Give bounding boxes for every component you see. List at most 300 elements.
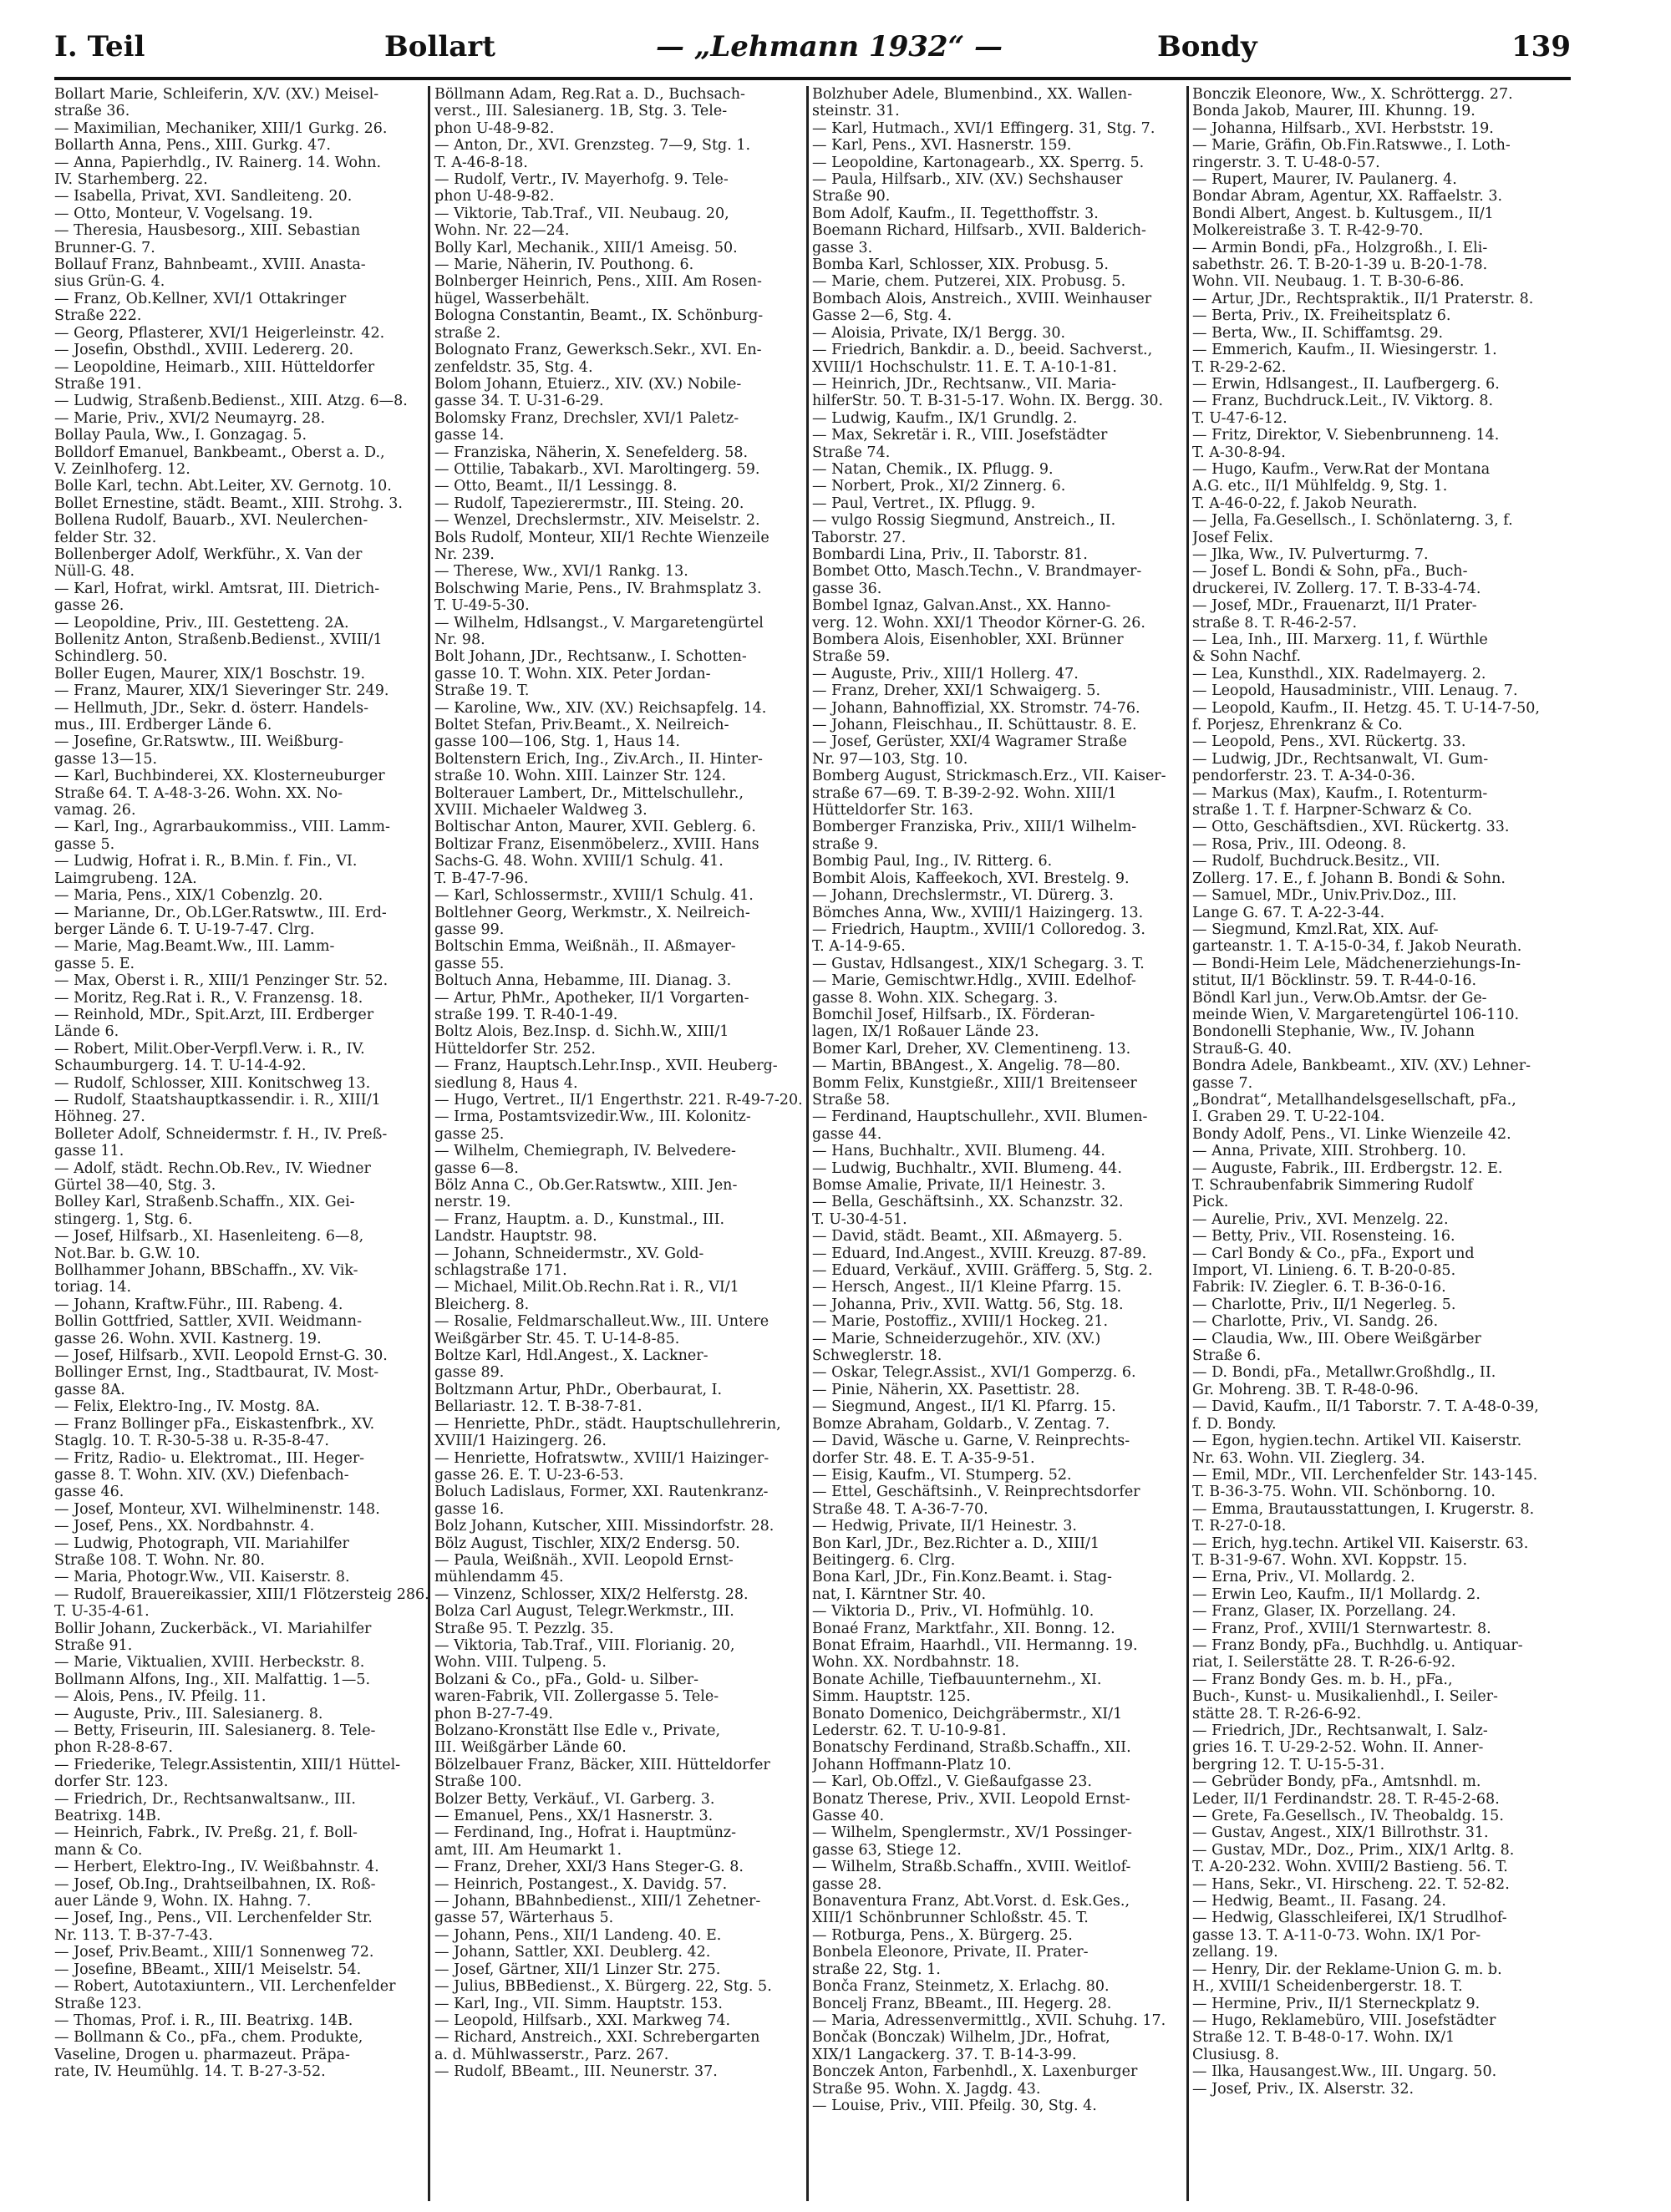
- directory-entry-line: Boltz Alois, Bez.Insp. d. Sichh.W., XIII/1: [434, 1023, 729, 1041]
- directory-entry-line: — Armin Bondi, pFa., Holzgroßh., I. Eli-: [1192, 239, 1488, 256]
- directory-entry-line: — Josef, Hilfsarb., XVII. Leopold Ernst-G. 30.: [54, 1347, 388, 1365]
- directory-entry-line: — Maria, Pens., XIX/1 Cobenzlg. 20.: [54, 887, 323, 905]
- directory-entry-line: — Berta, Priv., IX. Freiheitsplatz 6.: [1192, 307, 1451, 325]
- directory-entry-line: gasse 46.: [54, 1484, 124, 1501]
- directory-entry-line: — Franz, Hauptsch.Lehr.Insp., XVII. Heuberg-: [434, 1058, 778, 1075]
- directory-entry-line: waren-Fabrik, VII. Zollergasse 5. Tele-: [434, 1688, 719, 1706]
- directory-entry-line: Gasse 40.: [812, 1808, 885, 1825]
- directory-entry-line: Gürtel 38—40, Stg. 3.: [54, 1177, 216, 1194]
- directory-entry-line: Boltuch Anna, Hebamme, III. Dianag. 3.: [434, 972, 732, 990]
- directory-entry-line: straße 22, Stg. 1.: [812, 1961, 941, 1978]
- directory-entry-line: — Leopold, Kaufm., II. Hetzg. 45. T. U-14-7-50,: [1192, 699, 1540, 717]
- directory-entry-line: meinde Wien, V. Margaretengürtel 106-110.: [1192, 1006, 1520, 1023]
- directory-entry-line: — Samuel, MDr., Univ.Priv.Doz., III.: [1192, 887, 1457, 905]
- directory-entry-line: — Friedrich, Bankdir. a. D., beeid. Sachverst.,: [812, 342, 1153, 359]
- directory-entry-line: steinstr. 31.: [812, 103, 900, 120]
- directory-entry-line: — Wilhelm, Hdlsangst., V. Margaretengürtel: [434, 614, 764, 632]
- directory-entry-line: T. B-31-9-67. Wohn. XVI. Koppstr. 15.: [1192, 1551, 1468, 1569]
- directory-entry-line: — Emanuel, Pens., XX/1 Hasnerstr. 3.: [434, 1808, 714, 1825]
- directory-entry-line: gasse 26. E. T. U-23-6-53.: [434, 1466, 624, 1484]
- directory-entry-line: mus., III. Erdberger Lände 6.: [54, 717, 272, 734]
- directory-entry-line: gasse 99.: [434, 921, 505, 938]
- directory-entry-line: — Marie, Priv., XVI/2 Neumayrg. 28.: [54, 409, 326, 427]
- header-rule: [54, 77, 1571, 80]
- directory-entry-line: — Franziska, Näherin, X. Senefelderg. 58.: [434, 444, 749, 461]
- directory-entry-line: gasse 25.: [434, 1125, 505, 1143]
- directory-entry-line: — Josefine, Gr.Ratswtw., III. Weißburg-: [54, 733, 344, 751]
- directory-entry-line: Beatrixg. 14B.: [54, 1808, 161, 1825]
- directory-entry-line: phon B-27-7-49.: [434, 1705, 553, 1722]
- directory-entry-line: T. U-49-5-30.: [434, 597, 530, 615]
- directory-entry-line: Boluch Ladislaus, Former, XXI. Rautenkranz-: [434, 1484, 769, 1501]
- directory-entry-line: Bollir Johann, Zuckerbäck., VI. Mariahilfer: [54, 1620, 372, 1637]
- directory-entry-line: Bomse Amalie, Private, II/1 Heinestr. 3.: [812, 1177, 1106, 1194]
- directory-entry-line: — Franz Bollinger pFa., Eiskastenfbrk., XV.: [54, 1415, 375, 1433]
- directory-entry-line: — Franz, Ob.Kellner, XVI/1 Ottakringer: [54, 290, 347, 307]
- directory-entry-line: Bomberger Franziska, Priv., XIII/1 Wilhelm-: [812, 819, 1137, 836]
- directory-entry-line: straße 8. T. R-46-2-57.: [1192, 614, 1358, 632]
- directory-entry-line: gasse 8. Wohn. XIX. Schegarg. 3.: [812, 989, 1059, 1007]
- directory-entry-line: — Emmerich, Kaufm., II. Wiesingerstr. 1.: [1192, 342, 1497, 359]
- directory-entry-line: Bolschwing Marie, Pens., IV. Brahmsplatz 3.: [434, 580, 762, 597]
- directory-entry-line: — Otto, Geschäftsdien., XVI. Rückertg. 33.: [1192, 819, 1510, 836]
- directory-entry-line: IV. Starhemberg. 22.: [54, 171, 208, 189]
- directory-entry-line: — Ludwig, Kaufm., IX/1 Grundlg. 2.: [812, 409, 1078, 427]
- directory-entry-line: — Josef, Gerüster, XXI/4 Wagramer Straße: [812, 733, 1127, 751]
- directory-entry-line: gasse 11.: [54, 1143, 124, 1160]
- directory-entry-line: Straße 222.: [54, 307, 142, 325]
- directory-entry-line: Johann Hoffmann-Platz 10.: [812, 1756, 1012, 1773]
- directory-entry-line: siedlung 8, Haus 4.: [434, 1074, 578, 1092]
- directory-entry-line: Bonatschy Ferdinand, Straßb.Schaffn., XII.: [812, 1739, 1131, 1757]
- section-label: I. Teil: [54, 30, 145, 63]
- directory-entry-line: — Eduard, Verkäuf., XVIII. Gräfferg. 5, Stg. 2.: [812, 1262, 1153, 1280]
- directory-entry-line: Bonat Efraim, Haarhdl., VII. Hermanng. 19.: [812, 1636, 1138, 1654]
- directory-entry-line: — Eisig, Kaufm., VI. Stumperg. 52.: [812, 1466, 1072, 1484]
- directory-entry-line: — Oskar, Telegr.Assist., XVI/1 Gomperzg. 6.: [812, 1364, 1136, 1382]
- directory-entry-line: verg. 12. Wohn. XXI/1 Theodor Körner-G. 26.: [812, 614, 1145, 632]
- directory-entry-line: Bonate Achille, Tiefbauunternehm., XI.: [812, 1671, 1102, 1688]
- directory-entry-line: — Berta, Ww., II. Schiffamtsg. 29.: [1192, 324, 1444, 342]
- directory-entry-line: phon R-28-8-67.: [54, 1739, 173, 1757]
- directory-entry-line: — Artur, PhMr., Apotheker, II/1 Vorgarten-: [434, 989, 749, 1007]
- directory-entry-line: — Herbert, Elektro-Ing., IV. Weißbahnstr. 4.: [54, 1859, 379, 1876]
- directory-entry-line: — Erwin, Hdlsangest., II. Laufbergerg. 6.: [1192, 375, 1500, 393]
- directory-entry-line: Boltizar Franz, Eisenmöbelerz., XVIII. Hans: [434, 835, 759, 853]
- directory-entry-line: Straße 6.: [1192, 1347, 1262, 1365]
- directory-entry-line: Straße 108. T. Wohn. Nr. 80.: [54, 1551, 265, 1569]
- directory-entry-line: Bollet Ernestine, städt. Beamt., XIII. Strohg. 3.: [54, 495, 403, 512]
- directory-entry-line: — Isabella, Privat, XVI. Sandleiteng. 20.: [54, 188, 353, 205]
- directory-entry-line: — Otto, Monteur, V. Vogelsang. 19.: [54, 205, 313, 222]
- directory-entry-line: Bölzelbauer Franz, Bäcker, XIII. Hütteldorfer: [434, 1756, 770, 1773]
- directory-entry-line: — Marie, Näherin, IV. Pouthong. 6.: [434, 256, 694, 274]
- directory-entry-line: — Egon, hygien.techn. Artikel VII. Kaiserstr.: [1192, 1433, 1522, 1450]
- directory-entry-line: Josef Felix.: [1192, 529, 1274, 546]
- directory-entry-line: T. A-46-0-22, f. Jakob Neurath.: [1192, 495, 1418, 512]
- directory-entry-line: — Gebrüder Bondy, pFa., Amtsnhdl. m.: [1192, 1773, 1481, 1791]
- directory-entry-line: XVIII. Michaeler Waldweg 3.: [434, 802, 648, 819]
- directory-entry-line: Bonatz Therese, Priv., XVII. Leopold Ernst-: [812, 1790, 1130, 1808]
- directory-entry-line: straße 10. Wohn. XIII. Lainzer Str. 124.: [434, 768, 727, 785]
- directory-entry-line: Bonda Jakob, Maurer, III. Khunng. 19.: [1192, 103, 1475, 120]
- directory-entry-line: straße 1. T. f. Harpner-Schwarz & Co.: [1192, 802, 1472, 819]
- directory-entry-line: stingerg. 1, Stg. 6.: [54, 1210, 193, 1228]
- directory-entry-line: toriag. 14.: [54, 1279, 132, 1296]
- directory-entry-line: — Paula, Hilfsarb., XIV. (XV.) Sechshauser: [812, 171, 1123, 189]
- directory-entry-line: — Franz, Dreher, XXI/3 Hans Steger-G. 8.: [434, 1859, 744, 1876]
- directory-entry-line: nat, I. Kärntner Str. 40.: [812, 1585, 987, 1603]
- directory-entry-line: Boemann Richard, Hilfsarb., XVII. Balderich-: [812, 222, 1146, 240]
- directory-entry-line: — Viktorie, Tab.Traf., VII. Neubaug. 20,: [434, 205, 729, 222]
- directory-entry-line: — Karl, Ob.Offzl., V. Gießaufgasse 23.: [812, 1773, 1092, 1791]
- directory-entry-line: — Josefin, Obsthdl., XVIII. Ledererg. 20.: [54, 342, 354, 359]
- directory-entry-line: — Claudia, Ww., III. Obere Weißgärber: [1192, 1330, 1481, 1347]
- directory-entry-line: Bonczek Anton, Farbenhdl., X. Laxenburger: [812, 2063, 1138, 2081]
- last-entry-keyword: Bondy: [1157, 30, 1257, 63]
- directory-entry-line: Bolomsky Franz, Drechsler, XVI/1 Paletz-: [434, 409, 739, 427]
- directory-entry-line: — Johanna, Priv., XVII. Wattg. 56, Stg. 18.: [812, 1296, 1124, 1313]
- directory-entry-line: Straße 91.: [54, 1636, 133, 1654]
- directory-entry-line: Schaumburgerg. 14. T. U-14-4-92.: [54, 1058, 307, 1075]
- directory-entry-line: — Henry, Dir. der Reklame-Union G. m. b.: [1192, 1961, 1502, 1978]
- directory-entry-line: — Josef L. Bondi & Sohn, pFa., Buch-: [1192, 563, 1468, 581]
- directory-entry-line: Lederstr. 62. T. U-10-9-81.: [812, 1722, 1007, 1739]
- directory-entry-line: Brunner-G. 7.: [54, 239, 155, 256]
- directory-entry-line: Leder, II/1 Ferdinandstr. 28. T. R-45-2-68.: [1192, 1790, 1500, 1808]
- directory-entry-line: — Gustav, Hdlsangest., XIX/1 Schegarg. 3. T.: [812, 955, 1145, 972]
- directory-entry-line: Bolzano-Kronstätt Ilse Edle v., Private,: [434, 1722, 721, 1739]
- directory-entry-line: — Adolf, städt. Rechn.Ob.Rev., IV. Wiedner: [54, 1159, 371, 1177]
- directory-entry-line: — Ottilie, Tabakarb., XVI. Maroltingerg. 59.: [434, 460, 760, 478]
- directory-entry-line: — Heinrich, Fabrk., IV. Preßg. 21, f. Boll-: [54, 1824, 358, 1842]
- directory-entry-line: — Carl Bondy & Co., pFa., Export und: [1192, 1245, 1475, 1262]
- directory-entry-line: lagen, IX/1 Roßauer Lände 23.: [812, 1023, 1039, 1041]
- directory-entry-line: Straße 12. T. B-48-0-17. Wohn. IX/1: [1192, 2029, 1455, 2047]
- directory-entry-line: gasse 16.: [434, 1500, 505, 1518]
- directory-entry-line: — Wilhelm, Chemiegraph, IV. Belvedere-: [434, 1143, 736, 1160]
- directory-entry-line: — Grete, Fa.Gesellsch., IV. Theobaldg. 15.: [1192, 1808, 1504, 1825]
- directory-entry-line: — Bella, Geschäftsinh., XX. Schanzstr. 32.: [812, 1194, 1124, 1211]
- directory-entry-line: — Siegmund, Kmzl.Rat, XIX. Auf-: [1192, 921, 1439, 938]
- directory-entry-line: T. R-27-0-18.: [1192, 1518, 1287, 1535]
- directory-entry-line: Bollmann Alfons, Ing., XII. Malfattig. 1—5.: [54, 1671, 371, 1688]
- directory-entry-line: — Leopold, Hilfsarb., XXI. Markweg 74.: [434, 2012, 731, 2029]
- directory-entry-line: — Paula, Weißnäh., XVII. Leopold Ernst-: [434, 1551, 734, 1569]
- directory-entry-line: gasse 8A.: [54, 1381, 125, 1398]
- directory-entry-line: — Rudolf, Vertr., IV. Mayerhofg. 9. Tele-: [434, 171, 729, 189]
- directory-entry-line: ringerstr. 3. T. U-48-0-57.: [1192, 154, 1380, 171]
- directory-entry-line: — Karl, Ing., Agrarbaukommiss., VIII. Lamm-: [54, 819, 390, 836]
- directory-entry-line: — Robert, Milit.Ober-Verpfl.Verw. i. R., IV.: [54, 1040, 365, 1058]
- directory-entry-line: — Josef, Pens., XX. Nordbahnstr. 4.: [54, 1518, 315, 1535]
- directory-entry-line: straße 9.: [812, 835, 879, 853]
- directory-entry-line: — Fritz, Radio- u. Elektromat., III. Heger-: [54, 1449, 365, 1467]
- directory-entry-line: Taborstr. 27.: [812, 529, 907, 546]
- directory-entry-line: Bonato Domenico, Deichgräbermstr., XI/1: [812, 1705, 1123, 1722]
- directory-entry-line: phon U-48-9-82.: [434, 188, 555, 205]
- directory-entry-line: — Siegmund, Angest., II/1 Kl. Pfarrg. 15.: [812, 1398, 1116, 1416]
- directory-entry-line: — Marie, Gemischtwr.Hdlg., XVIII. Edelhof-: [812, 972, 1136, 990]
- directory-entry-line: — Marie, Viktualien, XVIII. Herbeckstr. 8.: [54, 1654, 365, 1672]
- directory-entry-line: — Bollmann & Co., pFa., chem. Produkte,: [54, 2029, 363, 2047]
- directory-entry-line: — Leopoldine, Heimarb., XIII. Hütteldorfer: [54, 358, 375, 376]
- directory-entry-line: — Jella, Fa.Gesellsch., I. Schönlaterng. 3, f.: [1192, 512, 1513, 530]
- directory-entry-line: stätte 28. T. R-26-6-92.: [1192, 1705, 1362, 1722]
- directory-entry-line: — Irma, Postamtsvizedir.Ww., III. Kolonitz-: [434, 1109, 751, 1126]
- directory-entry-line: — Hugo, Reklamebüro, VIII. Josefstädter: [1192, 2012, 1496, 2029]
- directory-entry-line: Bolognato Franz, Gewerksch.Sekr., XVI. En-: [434, 342, 762, 359]
- directory-entry-line: Lände 6.: [54, 1023, 119, 1041]
- directory-entry-line: Bolt Johann, JDr., Rechtsanw., I. Schotten-: [434, 648, 747, 666]
- directory-entry-line: gasse 10. T. Wohn. XIX. Peter Jordan-: [434, 665, 711, 682]
- directory-entry-line: Straße 123.: [54, 1995, 142, 2012]
- directory-entry-line: — David, städt. Beamt., XII. Aßmayerg. 5.: [812, 1228, 1123, 1246]
- directory-entry-line: — Johann, Kraftw.Führ., III. Rabeng. 4.: [54, 1296, 343, 1313]
- directory-entry-line: — Josef, Ob.Ing., Drahtseilbahnen, IX. Roß-: [54, 1875, 376, 1893]
- directory-entry-line: — Markus (Max), Kaufm., I. Rotenturm-: [1192, 784, 1488, 802]
- directory-entry-line: — Josefine, BBeamt., XIII/1 Meiselstr. 54.: [54, 1961, 362, 1978]
- directory-entry-line: Beitingerg. 6. Clrg.: [812, 1551, 956, 1569]
- directory-entry-line: — Natan, Chemik., IX. Pflugg. 9.: [812, 460, 1054, 478]
- directory-entry-line: — Erna, Priv., VI. Mollardg. 2.: [1192, 1569, 1415, 1586]
- directory-entry-line: — Johann, Bahnoffizial, XX. Stromstr. 74-76.: [812, 699, 1140, 717]
- directory-entry-line: Bolldorf Emanuel, Bankbeamt., Oberst a. D.,: [54, 444, 385, 461]
- directory-entry-line: — Josef, Monteur, XVI. Wilhelminenstr. 148.: [54, 1500, 380, 1518]
- directory-entry-line: Straße 64. T. A-48-3-26. Wohn. XX. No-: [54, 784, 343, 802]
- directory-entry-line: Bonbela Eleonore, Private, II. Prater-: [812, 1944, 1089, 1961]
- directory-entry-line: Bollay Paula, Ww., I. Gonzagag. 5.: [54, 427, 307, 444]
- directory-entry-line: — Marie, Gräfin, Ob.Fin.Ratswwe., I. Loth-: [1192, 137, 1511, 155]
- directory-entry-line: Bomba Karl, Schlosser, XIX. Probusg. 5.: [812, 256, 1109, 274]
- directory-entry-line: — Gustav, Angest., XIX/1 Billrothstr. 31.: [1192, 1824, 1489, 1842]
- directory-entry-line: amt, III. Am Heumarkt 1.: [434, 1841, 622, 1859]
- directory-entry-line: Bolleter Adolf, Schneidermstr. f. H., IV. Preß-: [54, 1125, 388, 1143]
- directory-entry-line: Straße 19. T.: [434, 682, 530, 700]
- directory-entry-line: Landstr. Hauptstr. 98.: [434, 1228, 597, 1246]
- directory-entry-line: — Anna, Papierhdlg., IV. Rainerg. 14. Wohn.: [54, 154, 382, 171]
- directory-entry-line: Bollenitz Anton, Straßenb.Bedienst., XVIII/1: [54, 632, 383, 648]
- directory-entry-line: Bölz August, Tischler, XIX/2 Endersg. 50.: [434, 1535, 740, 1552]
- directory-entry-line: gasse 28.: [812, 1875, 882, 1893]
- directory-entry-line: Bollenberger Adolf, Werkführ., X. Van der: [54, 545, 363, 563]
- directory-entry-line: Bondy Adolf, Pens., VI. Linke Wienzeile 42.: [1192, 1125, 1511, 1143]
- directory-entry-line: — Josef, Priv., IX. Alserstr. 32.: [1192, 2080, 1415, 2098]
- directory-entry-line: — Rudolf, Tapezierermstr., III. Steing. 20.: [434, 495, 744, 512]
- directory-entry-line: Laimgrubeng. 12A.: [54, 870, 197, 887]
- directory-entry-line: bergring 12. T. U-15-5-31.: [1192, 1756, 1385, 1773]
- directory-entry-line: — Fritz, Direktor, V. Siebenbrunneng. 14.: [1192, 427, 1500, 444]
- directory-entry-line: — Felix, Elektro-Ing., IV. Mostg. 8A.: [54, 1398, 320, 1416]
- directory-entry-line: garteanstr. 1. T. A-15-0-34, f. Jakob Neurath.: [1192, 938, 1522, 956]
- directory-entry-line: — Johann, Sattler, XXI. Deublerg. 42.: [434, 1944, 711, 1961]
- directory-entry-line: — Hellmuth, JDr., Sekr. d. österr. Handels-: [54, 699, 369, 717]
- directory-entry-line: Boller Eugen, Maurer, XIX/1 Boschstr. 19.: [54, 665, 366, 682]
- directory-entry-line: — Franz Bondy Ges. m. b. H., pFa.,: [1192, 1671, 1453, 1688]
- directory-entry-line: Bombach Alois, Anstreich., XVIII. Weinhauser: [812, 290, 1152, 307]
- directory-entry-line: Bombardi Lina, Priv., II. Taborstr. 81.: [812, 545, 1088, 563]
- first-entry-keyword: Bollart: [384, 30, 495, 63]
- directory-entry-line: — Ferdinand, Ing., Hofrat i. Hauptmünz-: [434, 1824, 737, 1842]
- directory-entry-line: — Karl, Pens., XVI. Hasnerstr. 159.: [812, 137, 1072, 155]
- directory-entry-line: T. A-46-8-18.: [434, 154, 528, 171]
- directory-entry-line: — Anna, Private, XIII. Strohberg. 10.: [1192, 1143, 1466, 1160]
- directory-entry-line: — Betty, Friseurin, III. Salesianerg. 8. Tele-: [54, 1722, 376, 1739]
- directory-entry-line: Sachs-G. 48. Wohn. XVIII/1 Schulg. 41.: [434, 853, 724, 870]
- directory-entry-line: — Charlotte, Priv., II/1 Negerleg. 5.: [1192, 1296, 1456, 1313]
- directory-entry-line: Bončak (Bonczak) Wilhelm, JDr., Hofrat,: [812, 2029, 1110, 2047]
- directory-entry-line: Hütteldorfer Str. 252.: [434, 1040, 596, 1058]
- page-number: 139: [1511, 30, 1571, 63]
- directory-entry-line: T. A-30-8-94.: [1192, 444, 1286, 461]
- directory-entry-line: — Aurelie, Priv., XVI. Menzelg. 22.: [1192, 1210, 1449, 1228]
- directory-entry-line: Bombet Otto, Masch.Techn., V. Brandmayer-: [812, 563, 1142, 581]
- directory-entry-line: — Marie, chem. Putzerei, XIX. Probusg. 5.: [812, 273, 1126, 291]
- directory-entry-line: — Rudolf, BBeamt., III. Neunerstr. 37.: [434, 2063, 718, 2081]
- directory-entry-line: Bolz Johann, Kutscher, XIII. Missindorfstr. 28.: [434, 1518, 775, 1535]
- directory-entry-line: A.G. etc., II/1 Mühlfeldg. 9, Stg. 1.: [1192, 478, 1448, 495]
- directory-entry-line: Vaseline, Drogen u. pharmazeut. Präpa-: [54, 2046, 350, 2063]
- directory-entry-line: auer Lände 9, Wohn. IX. Hahng. 7.: [54, 1893, 312, 1910]
- page-header: [54, 23, 1571, 82]
- directory-entry-line: berger Lände 6. T. U-19-7-47. Clrg.: [54, 921, 315, 938]
- directory-entry-line: — Ilka, Hausangest.Ww., III. Ungarg. 50.: [1192, 2063, 1497, 2081]
- directory-entry-line: Bollena Rudolf, Bauarb., XVI. Neulerchen-: [54, 512, 368, 530]
- directory-entry-line: gasse 44.: [812, 1125, 882, 1143]
- directory-entry-line: — Marianne, Dr., Ob.LGer.Ratswtw., III. Erd-: [54, 904, 387, 921]
- directory-entry-line: Boltze Karl, Hdl.Angest., X. Lackner-: [434, 1347, 709, 1365]
- directory-entry-line: Straße 95. T. Pezzlg. 35.: [434, 1620, 614, 1637]
- directory-entry-line: Nr. 97—103, Stg. 10.: [812, 750, 968, 768]
- directory-entry-line: — Josef, MDr., Frauenarzt, II/1 Prater-: [1192, 597, 1477, 615]
- directory-entry-line: — Johann, BBahnbedienst., XIII/1 Zehetner-: [434, 1893, 761, 1910]
- directory-entry-line: — Wilhelm, Straßb.Schaffn., XVIII. Weitlof-: [812, 1859, 1131, 1876]
- directory-entry-line: — Ferdinand, Hauptschullehr., XVII. Blumen-: [812, 1109, 1148, 1126]
- directory-entry-line: — Rotburga, Pens., X. Bürgerg. 25.: [812, 1926, 1073, 1944]
- directory-entry-line: rate, IV. Heumühlg. 14. T. B-27-3-52.: [54, 2063, 326, 2081]
- directory-entry-line: gasse 14.: [434, 427, 505, 444]
- directory-entry-line: straße 199. T. R-40-1-49.: [434, 1006, 618, 1023]
- directory-entry-line: gasse 26. Wohn. XVII. Kastnerg. 19.: [54, 1330, 322, 1347]
- directory-entry-line: — Wilhelm, Spenglermstr., XV/1 Possinger-: [812, 1824, 1132, 1842]
- directory-entry-line: Bombera Alois, Eisenhobler, XXI. Brünner: [812, 632, 1124, 648]
- directory-entry-line: gasse 26.: [54, 597, 124, 615]
- directory-entry-line: — Hermine, Priv., II/1 Sterneckplatz 9.: [1192, 1995, 1481, 2012]
- directory-entry-line: — Henriette, Hofratswtw., XVIII/1 Haizinger-: [434, 1449, 769, 1467]
- directory-entry-line: Bondra Adele, Bankbeamt., XIV. (XV.) Lehner-: [1192, 1058, 1531, 1075]
- directory-entry-line: dorfer Str. 48. E. T. A-35-9-51.: [812, 1449, 1035, 1467]
- directory-entry-line: — Hans, Sekr., VI. Hirscheng. 22. T. 52-82.: [1192, 1875, 1510, 1893]
- directory-entry-line: — Erich, hyg.techn. Artikel VII. Kaiserstr. 63.: [1192, 1535, 1529, 1552]
- directory-entry-line: Bolzhuber Adele, Blumenbind., XX. Wallen-: [812, 86, 1133, 103]
- directory-entry-line: — Friedrich, JDr., Rechtsanwalt, I. Salz-: [1192, 1722, 1488, 1739]
- directory-entry-line: — Vinzenz, Schlosser, XIX/2 Helferstg. 28.: [434, 1585, 749, 1603]
- directory-entry-line: — Heinrich, JDr., Rechtsanw., VII. Maria-: [812, 375, 1117, 393]
- directory-entry-line: hügel, Wasserbehält.: [434, 290, 590, 307]
- directory-entry-line: — Emma, Brautausstattungen, I. Krugerstr. 8.: [1192, 1500, 1535, 1518]
- directory-entry-line: Nr. 113. T. B-37-7-43.: [54, 1926, 213, 1944]
- directory-entry-line: — Max, Sekretär i. R., VIII. Josefstädter: [812, 427, 1108, 444]
- directory-entry-line: straße 67—69. T. B-39-2-92. Wohn. XIII/1: [812, 784, 1117, 802]
- directory-entry-line: f. D. Bondy.: [1192, 1415, 1277, 1433]
- directory-entry-line: Höhneg. 27.: [54, 1109, 145, 1126]
- directory-entry-line: gasse 3.: [812, 239, 873, 256]
- directory-entry-line: stitut, II/1 Böcklinstr. 59. T. R-44-0-16.: [1192, 972, 1477, 990]
- directory-entry-line: — Leopold, Hausadministr., VIII. Lenaug. 7.: [1192, 682, 1518, 700]
- directory-entry-line: Bollart Marie, Schleiferin, X/V. (XV.) Meisel-: [54, 86, 379, 103]
- directory-entry-line: gasse 6—8.: [434, 1159, 519, 1177]
- directory-entry-line: — Robert, Autotaxiuntern., VII. Lerchenfelder: [54, 1978, 396, 1996]
- directory-entry-line: gasse 13—15.: [54, 750, 158, 768]
- directory-entry-line: Bolly Karl, Mechanik., XIII/1 Ameisg. 50.: [434, 239, 738, 256]
- directory-entry-line: Straße 74.: [812, 444, 891, 461]
- directory-entry-line: Bomchil Josef, Hilfsarb., IX. Förderan-: [812, 1006, 1095, 1023]
- directory-entry-line: — Franz, Glaser, IX. Porzellang. 24.: [1192, 1603, 1456, 1621]
- directory-entry-line: — Maria, Photogr.Ww., VII. Kaiserstr. 8.: [54, 1569, 350, 1586]
- directory-entry-line: Bollauf Franz, Bahnbeamt., XVIII. Anasta-: [54, 256, 366, 274]
- directory-entry-line: Bols Rudolf, Monteur, XII/1 Rechte Wienzeile: [434, 529, 769, 546]
- directory-entry-line: Bona Karl, JDr., Fin.Konz.Beamt. i. Stag-: [812, 1569, 1112, 1586]
- directory-entry-line: Bonaé Franz, Marktfahr., XII. Bonng. 12.: [812, 1620, 1115, 1637]
- directory-entry-line: Wohn. VII. Neubaug. 1. T. B-30-6-86.: [1192, 273, 1465, 291]
- directory-entry-line: Schweglerstr. 18.: [812, 1347, 942, 1365]
- directory-entry-line: Pick.: [1192, 1194, 1229, 1211]
- directory-entry-line: — Karl, Buchbinderei, XX. Klosterneuburger: [54, 768, 385, 785]
- directory-entry-line: — Johann, Fleischhau., II. Schüttaustr. 8. E.: [812, 717, 1137, 734]
- directory-entry-line: — Ettel, Geschäftsinh., V. Reinprechtsdorfer: [812, 1484, 1140, 1501]
- directory-entry-line: — Auguste, Fabrik., III. Erdbergstr. 12. E.: [1192, 1159, 1503, 1177]
- directory-entry-line: — Karl, Schlossermstr., XVIII/1 Schulg. 41.: [434, 887, 754, 905]
- directory-entry-line: — Friederike, Telegr.Assistentin, XIII/1 Hüttel-: [54, 1756, 401, 1773]
- directory-entry-line: Simm. Hauptstr. 125.: [812, 1688, 971, 1706]
- directory-entry-line: — Ludwig, JDr., Rechtsanwalt, VI. Gum-: [1192, 750, 1489, 768]
- directory-entry-line: — David, Kaufm., II/1 Taborstr. 7. T. A-48-0-39,: [1192, 1398, 1539, 1416]
- directory-entry-line: — Auguste, Priv., III. Salesianerg. 8.: [54, 1705, 323, 1722]
- directory-entry-line: — Leopoldine, Priv., III. Gestetteng. 2A.: [54, 614, 349, 632]
- directory-entry-line: Zollerg. 17. E., f. Johann B. Bondi & Sohn.: [1192, 870, 1506, 887]
- directory-entry-line: — D. Bondi, pFa., Metallwr.Großhdlg., II.: [1192, 1364, 1496, 1382]
- directory-entry-line: — Charlotte, Priv., VI. Sandg. 26.: [1192, 1313, 1439, 1331]
- directory-entry-line: — Aloisia, Private, IX/1 Bergg. 30.: [812, 324, 1066, 342]
- directory-entry-line: Clusiusg. 8.: [1192, 2046, 1280, 2063]
- directory-entry-line: — David, Wäsche u. Garne, V. Reinprechts-: [812, 1433, 1130, 1450]
- directory-entry-line: — Hersch, Angest., II/1 Kleine Pfarrg. 15.: [812, 1279, 1122, 1296]
- directory-entry-line: & Sohn Nachf.: [1192, 648, 1302, 666]
- directory-entry-line: H., XVIII/1 Scheidenbergerstr. 18. T.: [1192, 1978, 1463, 1996]
- directory-entry-line: T. U-47-6-12.: [1192, 409, 1288, 427]
- directory-entry-line: — Betty, Priv., VII. Rosensteing. 16.: [1192, 1228, 1455, 1246]
- directory-entry-line: — Hedwig, Beamt., II. Fasang. 24.: [1192, 1893, 1446, 1910]
- directory-entry-line: Import, VI. Linieng. 6. T. B-20-0-85.: [1192, 1262, 1456, 1280]
- directory-entry-line: — Paul, Vertret., IX. Pflugg. 9.: [812, 495, 1036, 512]
- directory-entry-line: — vulgo Rossig Siegmund, Anstreich., II.: [812, 512, 1116, 530]
- directory-entry-line: gasse 5. E.: [54, 955, 135, 972]
- directory-entry-line: — Rudolf, Buchdruck.Besitz., VII.: [1192, 853, 1440, 870]
- directory-entry-line: T. B-47-7-96.: [434, 870, 529, 887]
- directory-entry-line: Bellariastr. 12. T. B-38-7-81.: [434, 1398, 642, 1416]
- directory-entry-line: — Viktoria, Tab.Traf., VIII. Florianig. 20,: [434, 1636, 735, 1654]
- directory-entry-line: — Martin, BBAngest., X. Angelig. 78—80.: [812, 1058, 1120, 1075]
- directory-entry-line: Bölz Anna C., Ob.Ger.Ratswtw., XIII. Jen-: [434, 1177, 738, 1194]
- directory-entry-line: Bomberg August, Strickmasch.Erz., VII. Kaiser-: [812, 768, 1166, 785]
- directory-entry-line: Straße 95. Wohn. X. Jagdg. 43.: [812, 2080, 1041, 2098]
- directory-entry-line: — Georg, Pflasterer, XVI/1 Heigerleinstr. 42.: [54, 324, 385, 342]
- directory-entry-line: Nr. 98.: [434, 632, 485, 648]
- directory-entry-line: Boltzmann Artur, PhDr., Oberbaurat, I.: [434, 1381, 723, 1398]
- directory-entry-line: — Thomas, Prof. i. R., III. Beatrixg. 14B.: [54, 2012, 353, 2029]
- directory-entry-line: Bomm Felix, Kunstgießr., XIII/1 Breitenseer: [812, 1074, 1137, 1092]
- directory-entry-line: — Rudolf, Brauereikassier, XIII/1 Flötzersteig 286.: [54, 1585, 429, 1603]
